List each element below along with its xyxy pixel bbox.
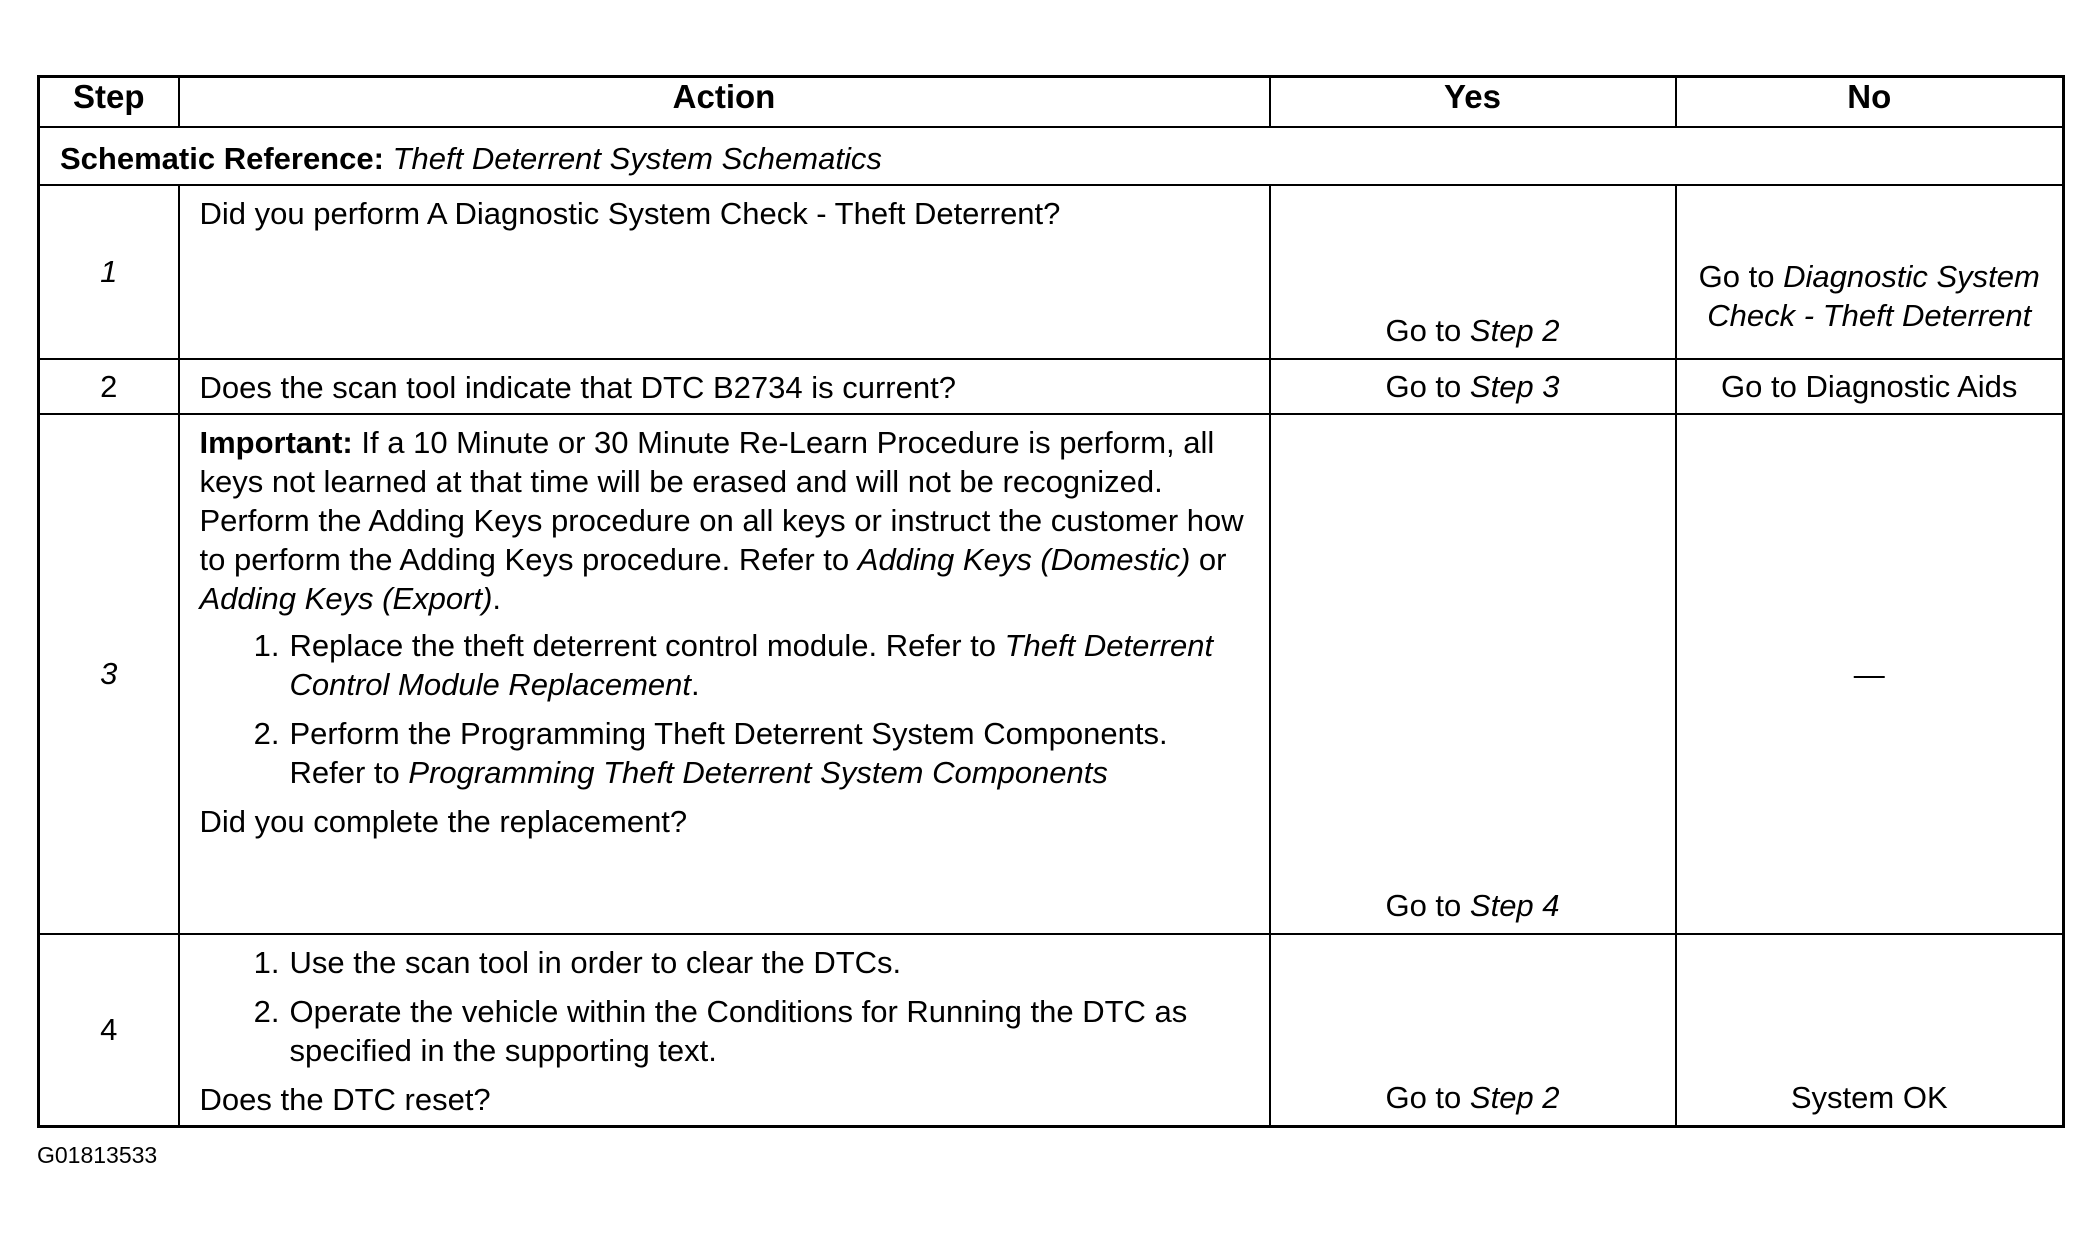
header-no: No bbox=[1676, 77, 2064, 128]
table-row-step-2 bbox=[39, 359, 2064, 414]
important-end: . bbox=[492, 581, 502, 616]
procedure-list bbox=[200, 626, 1249, 792]
step-number: 1 bbox=[39, 185, 179, 359]
list-item-text: Perform the Programming Theft Deterrent System Components. Refer to bbox=[289, 716, 1168, 790]
list-number: 2. bbox=[253, 994, 280, 1029]
header-step: Step bbox=[39, 77, 179, 128]
programming-components-link[interactable]: Programming Theft Deterrent System Components bbox=[408, 755, 1108, 790]
list-item-text: Replace the theft deterrent control module. Refer to bbox=[289, 628, 1005, 663]
list-number: 1. bbox=[253, 628, 280, 663]
no-diagnostic-aids[interactable]: Go to Diagnostic Aids bbox=[1676, 359, 2064, 414]
list-text: Operate the vehicle within the Conditions for Running the DTC as specified in the supporting text. bbox=[289, 994, 1188, 1068]
yes-prefix: Go to bbox=[1385, 369, 1470, 404]
action-cell bbox=[179, 934, 1270, 1127]
action-text: Did you perform A Diagnostic System Check - Theft Deterrent? bbox=[179, 185, 1270, 359]
important-label: Important: bbox=[199, 425, 353, 460]
header-yes: Yes bbox=[1270, 77, 1676, 128]
no-diagnostic-link[interactable]: Diagnostic System Check - Theft Deterrent bbox=[1707, 259, 2040, 333]
header-row bbox=[39, 77, 2064, 128]
yes-cell bbox=[1270, 414, 1676, 934]
yes-prefix: Go to bbox=[1385, 888, 1470, 923]
important-note bbox=[200, 423, 1249, 618]
table-row-step-1 bbox=[39, 185, 2064, 359]
yes-cell bbox=[1270, 185, 1676, 359]
no-cell bbox=[1676, 185, 2064, 359]
figure-id: G01813533 bbox=[37, 1142, 158, 1168]
question-text: Did you complete the replacement? bbox=[199, 804, 688, 839]
list-item bbox=[200, 714, 1249, 792]
table-row-step-3 bbox=[39, 414, 2064, 934]
no-system-ok: System OK bbox=[1676, 934, 2064, 1127]
yes-cell bbox=[1270, 359, 1676, 414]
yes-prefix: Go to bbox=[1385, 313, 1470, 348]
header-action: Action bbox=[179, 77, 1270, 128]
no-prefix: Go to bbox=[1698, 259, 1784, 294]
list-text: Use the scan tool in order to clear the DTCs. bbox=[289, 945, 902, 980]
list-text bbox=[290, 626, 1249, 704]
schematic-reference bbox=[39, 127, 2064, 185]
step-number: 4 bbox=[39, 934, 179, 1127]
table-row-step-4 bbox=[39, 934, 2064, 1127]
reference-row bbox=[39, 127, 2064, 185]
reference-label: Schematic Reference: bbox=[60, 141, 384, 176]
no-cell-empty: — bbox=[1676, 414, 2064, 934]
list-item bbox=[200, 992, 1249, 1070]
adding-keys-domestic-link[interactable]: Adding Keys (Domestic) bbox=[857, 542, 1191, 577]
yes-step-link[interactable]: Step 4 bbox=[1469, 888, 1560, 923]
important-text: If a 10 Minute or 30 Minute Re-Learn Procedure is perform, all keys not learned at that time will be erased and will not be recognized. Perform the Adding Keys procedure on all keys or instruct the customer how to perform the Adding Keys procedure. Refer to bbox=[199, 425, 1244, 577]
action-text: Does the scan tool indicate that DTC B2734 is current? bbox=[179, 359, 1270, 414]
yes-step-link[interactable]: Step 2 bbox=[1469, 313, 1560, 348]
list-number: 2. bbox=[253, 716, 280, 751]
list-item bbox=[200, 626, 1249, 704]
diagnostic-table-container bbox=[37, 75, 2062, 1128]
important-or: or bbox=[1198, 542, 1227, 577]
list-number: 1. bbox=[253, 945, 280, 980]
question-text: Does the DTC reset? bbox=[199, 1082, 491, 1117]
list-text bbox=[290, 714, 1249, 792]
adding-keys-export-link[interactable]: Adding Keys (Export) bbox=[199, 581, 493, 616]
diagnostic-table bbox=[37, 75, 2065, 1128]
yes-step-link[interactable]: Step 2 bbox=[1469, 1080, 1560, 1115]
step-number: 2 bbox=[39, 359, 179, 414]
procedure-list bbox=[200, 943, 1249, 1070]
action-cell bbox=[179, 414, 1270, 934]
list-item-end: . bbox=[691, 667, 700, 702]
list-item bbox=[200, 943, 1249, 982]
module-replacement-link[interactable]: Theft Deterrent Control Module Replacement bbox=[289, 628, 1214, 702]
yes-prefix: Go to bbox=[1385, 1080, 1470, 1115]
yes-cell bbox=[1270, 934, 1676, 1127]
yes-step-link[interactable]: Step 3 bbox=[1469, 369, 1560, 404]
step-number: 3 bbox=[39, 414, 179, 934]
reference-link[interactable]: Theft Deterrent System Schematics bbox=[392, 141, 882, 176]
